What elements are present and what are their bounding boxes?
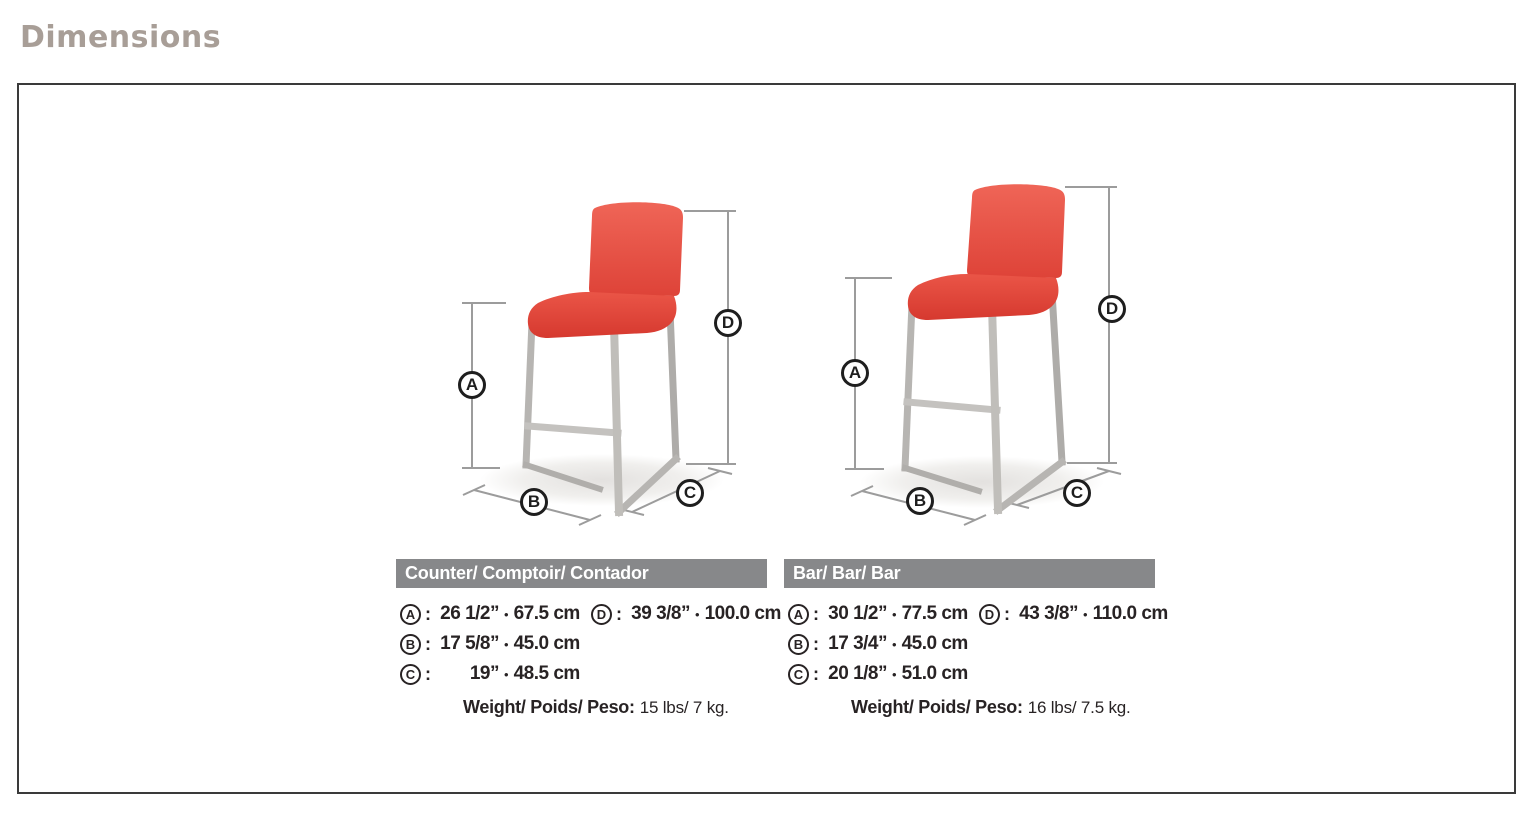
metric-value: 77.5 cm bbox=[901, 603, 968, 624]
table-row bbox=[400, 663, 580, 687]
imperial-value: 30 1/2” bbox=[828, 603, 887, 624]
dimension-entry-d bbox=[591, 603, 781, 625]
bullet-separator: • bbox=[504, 606, 509, 622]
dim-letter-badge: D bbox=[591, 604, 612, 625]
colon: : bbox=[813, 633, 819, 654]
colon: : bbox=[616, 603, 622, 624]
dimension-entry-d bbox=[979, 603, 1168, 625]
table-row bbox=[788, 633, 968, 657]
dimension-entry-a bbox=[788, 603, 968, 625]
stool-seat bbox=[528, 292, 677, 338]
weight-value: 15 lbs/ 7 kg. bbox=[639, 698, 729, 717]
bullet-separator: • bbox=[504, 666, 509, 682]
stool-backrest bbox=[967, 184, 1065, 278]
dimension-entry-b bbox=[400, 633, 580, 655]
bullet-separator: • bbox=[892, 606, 897, 622]
colon: : bbox=[813, 603, 819, 624]
imperial-value: 26 1/2” bbox=[440, 603, 499, 624]
dim-label-c: C bbox=[1063, 479, 1091, 507]
metric-value: 67.5 cm bbox=[513, 603, 580, 624]
weight-label: Weight/ Poids/ Peso: bbox=[463, 697, 635, 717]
counter-dimensions-table bbox=[396, 600, 781, 730]
metric-value: 45.0 cm bbox=[901, 633, 968, 654]
dimension-entry-c bbox=[400, 663, 580, 685]
stool-seat bbox=[908, 274, 1059, 320]
bar-table-header: Bar/ Bar/ Bar bbox=[784, 559, 1155, 588]
dim-letter-badge: C bbox=[400, 664, 421, 685]
bullet-separator: • bbox=[892, 666, 897, 682]
stool-backrest bbox=[589, 202, 683, 296]
colon: : bbox=[1004, 603, 1010, 624]
colon: : bbox=[425, 633, 431, 654]
dimension-entry-b bbox=[788, 633, 968, 655]
page-title: Dimensions bbox=[20, 20, 222, 55]
weight-row bbox=[463, 697, 729, 718]
dimension-entry-a bbox=[400, 603, 580, 625]
counter-stool-illustration bbox=[442, 172, 772, 542]
bar-stool-illustration bbox=[822, 172, 1152, 542]
dimensions-panel bbox=[17, 83, 1516, 794]
bar-stool-figure bbox=[822, 172, 1152, 542]
metric-value: 48.5 cm bbox=[513, 663, 580, 684]
imperial-value: 43 3/8” bbox=[1019, 603, 1078, 624]
weight-value: 16 lbs/ 7.5 kg. bbox=[1027, 698, 1131, 717]
dim-letter-badge: B bbox=[400, 634, 421, 655]
imperial-value: 17 5/8” bbox=[440, 633, 499, 654]
bullet-separator: • bbox=[1083, 606, 1088, 622]
metric-value: 110.0 cm bbox=[1092, 603, 1168, 624]
dim-letter-badge: D bbox=[979, 604, 1000, 625]
dim-label-c: C bbox=[676, 479, 704, 507]
dim-label-a: A bbox=[458, 371, 486, 399]
weight-label: Weight/ Poids/ Peso: bbox=[851, 697, 1023, 717]
bullet-separator: • bbox=[695, 606, 700, 622]
colon: : bbox=[425, 603, 431, 624]
colon: : bbox=[813, 663, 819, 684]
imperial-value: 17 3/4” bbox=[828, 633, 887, 654]
metric-value: 51.0 cm bbox=[901, 663, 968, 684]
dim-letter-badge: A bbox=[400, 604, 421, 625]
colon: : bbox=[425, 663, 431, 684]
imperial-value: 19” bbox=[469, 663, 499, 684]
dim-label-b: B bbox=[520, 488, 548, 516]
table-row bbox=[788, 663, 968, 687]
metric-value: 45.0 cm bbox=[513, 633, 580, 654]
imperial-value: 39 3/8” bbox=[631, 603, 690, 624]
counter-table-header: Counter/ Comptoir/ Contador bbox=[396, 559, 767, 588]
dim-letter-badge: C bbox=[788, 664, 809, 685]
bullet-separator: • bbox=[892, 636, 897, 652]
dim-letter-badge: A bbox=[788, 604, 809, 625]
bar-dimensions-table bbox=[784, 600, 1168, 730]
imperial-value: 20 1/8” bbox=[828, 663, 887, 684]
dim-letter-badge: B bbox=[788, 634, 809, 655]
metric-value: 100.0 cm bbox=[704, 603, 781, 624]
dimension-entry-c bbox=[788, 663, 968, 685]
counter-stool-figure bbox=[442, 172, 772, 542]
bullet-separator: • bbox=[504, 636, 509, 652]
dim-label-b: B bbox=[906, 487, 934, 515]
dim-label-d: D bbox=[714, 309, 742, 337]
dim-label-d: D bbox=[1098, 295, 1126, 323]
dim-label-a: A bbox=[841, 359, 869, 387]
table-row bbox=[400, 633, 580, 657]
weight-row bbox=[851, 697, 1131, 718]
